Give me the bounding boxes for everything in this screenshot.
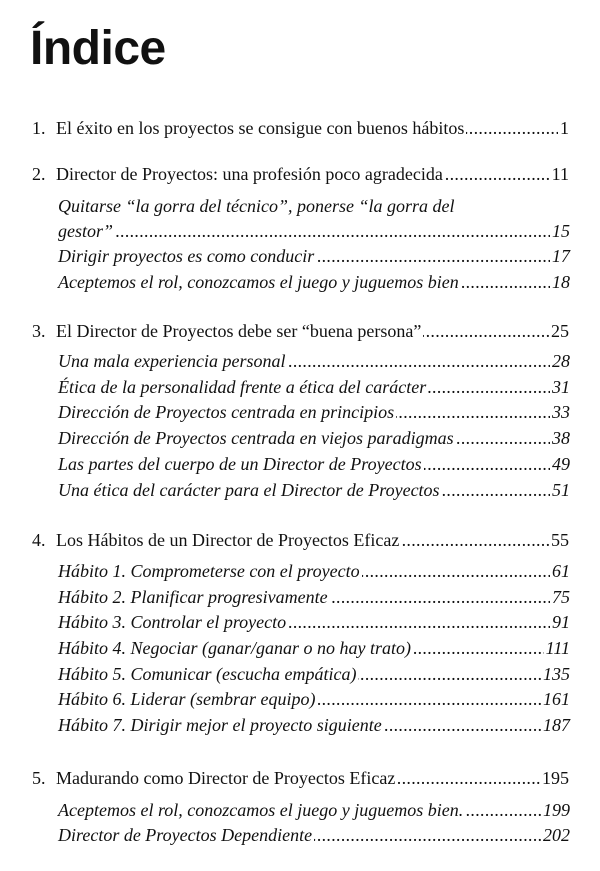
page-number: 199 [541, 797, 570, 823]
toc-section-4-3[interactable] [0, 609, 600, 635]
page-number: 91 [550, 609, 570, 635]
section-title: Hábito 1. Comprometerse con el proyecto [58, 558, 362, 584]
toc-section-4-7[interactable] [0, 712, 600, 738]
chapter-title: Madurando como Director de Proyectos Eficaz [56, 765, 397, 791]
page-title: Índice [30, 22, 166, 75]
page-number: 28 [550, 348, 570, 374]
page-number: 187 [541, 712, 570, 738]
page-number: 17 [550, 243, 570, 269]
page-number: 49 [550, 451, 570, 477]
section-title-line1: Quitarse “la gorra del técnico”, ponerse “la gorra del [58, 196, 455, 216]
chapter-number: 2. [32, 164, 46, 184]
page-number: 1 [558, 115, 569, 141]
section-title: Dirección de Proyectos centrada en principios [58, 399, 396, 425]
section-title: gestor” [58, 218, 115, 244]
chapter-number: 3. [32, 321, 46, 341]
toc-section-2-2[interactable] [0, 243, 600, 269]
toc-section-4-4[interactable] [0, 635, 600, 661]
toc-section-3-3[interactable] [0, 399, 600, 425]
page-number: 11 [550, 161, 569, 187]
section-title: Ética de la personalidad frente a ética del carácter [58, 374, 428, 400]
chapter-number: 1. [32, 118, 46, 138]
section-title: Una mala experiencia personal [58, 348, 287, 374]
page-number: 55 [549, 527, 569, 553]
page-number: 161 [541, 686, 570, 712]
chapter-number: 5. [32, 768, 46, 788]
section-title: Director de Proyectos Dependiente [58, 822, 314, 848]
toc-section-4-5[interactable] [0, 661, 600, 687]
toc-section-2-1-line1[interactable] [0, 193, 600, 219]
toc-section-4-2[interactable] [0, 584, 600, 610]
page-number: 31 [550, 374, 570, 400]
toc-section-4-6[interactable] [0, 686, 600, 712]
toc-section-3-2[interactable] [0, 374, 600, 400]
section-title: Las partes del cuerpo de un Director de Proyectos [58, 451, 424, 477]
toc-section-3-1[interactable] [0, 348, 600, 374]
toc-chapter-3[interactable] [0, 318, 600, 344]
section-title: Hábito 6. Liderar (sembrar equipo) [58, 686, 318, 712]
section-title: Dirección de Proyectos centrada en viejos paradigmas [58, 425, 456, 451]
page-number: 202 [541, 822, 570, 848]
page-number: 25 [549, 318, 569, 344]
chapter-title: El Director de Proyectos debe ser “buena persona” [56, 318, 423, 344]
page-number: 15 [550, 218, 570, 244]
section-title: Dirigir proyectos es como conducir [58, 243, 316, 269]
page-number: 195 [540, 765, 569, 791]
chapter-title: Director de Proyectos: una profesión poco agradecida [56, 161, 445, 187]
page-number: 33 [550, 399, 570, 425]
section-title: Hábito 5. Comunicar (escucha empática) [58, 661, 358, 687]
section-title: Hábito 4. Negociar (ganar/ganar o no hay trato) [58, 635, 413, 661]
toc-section-2-1[interactable] [0, 218, 600, 244]
toc-section-3-5[interactable] [0, 451, 600, 477]
page-number: 18 [550, 269, 570, 295]
page-number: 61 [550, 558, 570, 584]
chapter-number: 4. [32, 530, 46, 550]
section-title: Hábito 2. Planificar progresivamente [58, 584, 330, 610]
section-title: Una ética del carácter para el Director de Proyectos [58, 477, 442, 503]
section-title: Hábito 3. Controlar el proyecto [58, 609, 288, 635]
toc-section-5-1[interactable] [0, 797, 600, 823]
toc-section-3-4[interactable] [0, 425, 600, 451]
chapter-title: Los Hábitos de un Director de Proyectos Eficaz [56, 527, 401, 553]
section-title: Hábito 7. Dirigir mejor el proyecto siguiente [58, 712, 384, 738]
page-number: 135 [541, 661, 570, 687]
toc-section-5-2[interactable] [0, 822, 600, 848]
page-number: 111 [544, 635, 570, 661]
toc-chapter-2[interactable] [0, 161, 600, 187]
toc-section-3-6[interactable] [0, 477, 600, 503]
dot-leader [58, 218, 570, 244]
section-title: Aceptemos el rol, conozcamos el juego y juguemos bien [58, 269, 461, 295]
toc-chapter-4[interactable] [0, 527, 600, 553]
page-number: 38 [550, 425, 570, 451]
chapter-title: El éxito en los proyectos se consigue con buenos hábitos [56, 115, 466, 141]
page-number: 75 [550, 584, 570, 610]
page-number: 51 [550, 477, 570, 503]
section-title: Aceptemos el rol, conozcamos el juego y juguemos bien. [58, 797, 465, 823]
toc-section-4-1[interactable] [0, 558, 600, 584]
toc-chapter-1[interactable] [0, 115, 600, 141]
toc-section-2-3[interactable] [0, 269, 600, 295]
toc-chapter-5[interactable] [0, 765, 600, 791]
